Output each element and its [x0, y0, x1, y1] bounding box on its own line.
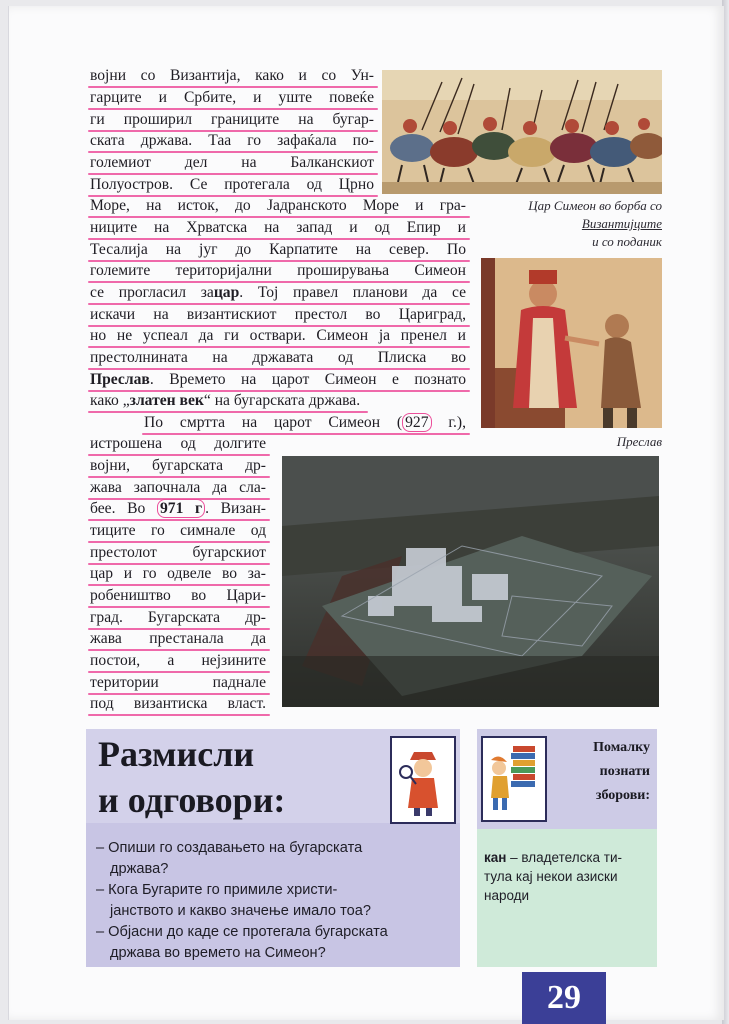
question-2-line-2: јанството и какво значење имало тоа? [110, 903, 371, 919]
question-1-line-2: држава? [110, 861, 169, 877]
text-line-14: престолнината на државата од Плиска во [90, 349, 466, 366]
text-line-3: ги проширил границите на бугар- [90, 111, 374, 128]
text-line-12: искачи на византискиот престол во Цариград, [90, 306, 466, 323]
text-line-15 [90, 370, 466, 390]
text-line-21 [90, 499, 266, 519]
text-line-6: Полуостров. Се протегала од Црно [90, 176, 374, 193]
text-line-8: ниците на Хрватска на запад и од Епир и [90, 219, 466, 236]
text-line-7: Море, на исток, до Јадранското Море и гра- [90, 197, 466, 214]
text-line-22: тиците го симнале од [90, 522, 266, 539]
simeon-painting [481, 258, 662, 428]
battle-illustration [382, 70, 662, 194]
year-927: 927 [402, 413, 431, 432]
preslav-ruins-photo [282, 456, 659, 707]
preslav-caption: Преслав [616, 434, 662, 449]
page-number: 29 [522, 972, 606, 1024]
detective-icon [390, 736, 456, 824]
term-tsar: цар [213, 284, 240, 301]
line-11-part-b: . Тој правел планови да се [239, 284, 466, 301]
battle-caption-line-1: Цар Симеон во борба со [528, 198, 662, 213]
battle-caption-line-2 [470, 215, 662, 233]
glossary-title [560, 736, 650, 808]
text-line-16 [90, 391, 364, 411]
term-golden-age: златен век [129, 392, 204, 409]
line-11-part-a: се прогласил за [90, 284, 214, 301]
question-1-line-1: – Опиши го создавањето на бугарската [96, 840, 363, 856]
glossary-title-line-3: зборови: [595, 788, 650, 803]
glossary-title-line-2: познати [599, 764, 650, 779]
text-line-24: цар и го одвеле во за- [90, 565, 266, 582]
battle-caption [470, 197, 662, 251]
text-line-1: војни со Византија, како и со Ун- [90, 67, 374, 84]
glossary-entry-line-2: тула кај некои азиски [484, 869, 618, 884]
text-line-13: но не успеал да ги оствари. Симеон ја пренел и [90, 327, 466, 344]
line-16-part-a: како „ [90, 392, 130, 409]
text-line-23: престолот бугарскиот [90, 544, 266, 561]
line-17-part-b: г.), [431, 414, 466, 431]
glossary-title-line-1: Помалку [593, 740, 650, 755]
question-3-line-2: држава во времето на Симеон? [110, 945, 326, 961]
text-line-27: жава престанала да [90, 630, 266, 647]
glossary-entry-line-1 [484, 848, 622, 867]
glossary-term: кан [484, 850, 507, 865]
think-title-line-2: и одговори: [98, 780, 286, 820]
text-line-26: град. Бугарската др- [90, 609, 266, 626]
text-line-19: војни, бугарската др- [90, 457, 266, 474]
think-title-line-1: Размисли [98, 734, 255, 774]
glossary-entry-line-3: народи [484, 888, 530, 903]
glossary-definition-part-1: – владетелска ти- [506, 850, 623, 865]
text-line-30: под византиска власт. [90, 695, 266, 712]
text-line-10: големите територијални проширувања Симеон [90, 262, 466, 279]
text-line-28: постои, а нејзините [90, 652, 266, 669]
line-21-part-b: . Визан- [205, 500, 267, 517]
text-line-4: ската држава. Таа го зафаќала по- [90, 132, 374, 149]
text-line-17 [144, 413, 466, 433]
text-line-18: истрошена од долгите [90, 435, 266, 452]
text-line-5: големиот дел на Балканскиот [90, 154, 374, 171]
line-17-part-a: По смртта на царот Симеон ( [144, 414, 403, 431]
text-line-29: територии паднале [90, 674, 266, 691]
text-line-25: робеништво во Цари- [90, 587, 266, 604]
line-21-part-a: бее. Во [90, 500, 157, 517]
text-line-9: Тесалија на југ до Карпатите на север. По [90, 241, 466, 258]
text-line-20: жава започнала да сла- [90, 479, 266, 496]
text-line-11 [90, 283, 466, 303]
line-15-rest: . Времето на царот Симеон е познато [149, 371, 466, 388]
text-line-2: гарците и Србите, и уште повеќе [90, 89, 374, 106]
question-2-line-1: – Кога Бугарите го примиле христи- [96, 882, 338, 898]
term-preslav: Преслав [90, 371, 150, 388]
caption-underlined-word: Византијците [581, 216, 662, 231]
books-reader-icon [481, 736, 547, 822]
year-971: 971 г [157, 499, 205, 518]
question-3-line-1: – Објасни до каде се протегала бугарската [96, 924, 388, 940]
line-16-part-b: “ на бугарската држава. [203, 392, 361, 409]
battle-caption-line-3: и со поданик [592, 234, 662, 249]
